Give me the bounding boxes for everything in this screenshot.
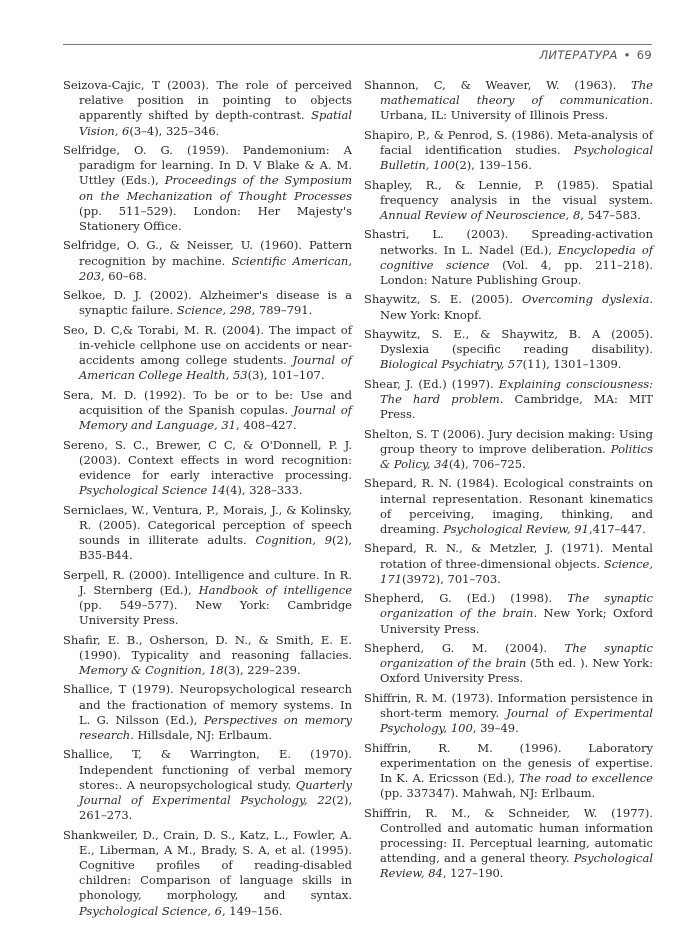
- reference-text: Sereno, S. C., Brewer, C C, & O'Donnell, P. J. (2003). Context effects in word recognition: evidence for early interactive processing.: [63, 437, 352, 482]
- references-left-column: [63, 78, 352, 923]
- reference-entry: [364, 591, 653, 637]
- reference-text: Shepherd, G. M. (2004).: [364, 640, 565, 655]
- reference-entry: [364, 227, 653, 288]
- page-number: 69: [636, 48, 652, 62]
- reference-text: Shaywitz, S. E., & Shaywitz, B. A (2005). Dyslexia (specific reading disability).: [364, 326, 653, 357]
- reference-italic: The road to excellence: [519, 770, 653, 785]
- reference-entry: [364, 178, 653, 224]
- header-text: [539, 48, 652, 62]
- reference-tail: (5th ed. ). New York: Oxford University Press.: [380, 656, 653, 686]
- reference-text: Selfridge, O. G., & Neisser, U. (1960). Pattern recognition by machine.: [63, 238, 352, 268]
- reference-entry: [63, 143, 352, 234]
- reference-text: Shaywitz, S. E. (2005).: [364, 292, 523, 307]
- reference-text: Shallice, T (1979). Neuropsychological research and the fractionation of memory systems. In L. G. Nilsson (Ed.),: [63, 682, 352, 727]
- reference-italic: Journal of Memory and Language, 31: [79, 403, 352, 433]
- reference-italic: Psychological Science 14: [79, 483, 226, 498]
- reference-entry: [364, 641, 653, 687]
- references-right-column: [364, 78, 653, 886]
- reference-text: Shannon, C, & Weaver, W. (1963).: [364, 78, 632, 92]
- reference-italic: Spatial Vision, 6: [79, 108, 352, 138]
- header-rule: [63, 44, 652, 45]
- reference-tail: (3972), 701–703.: [401, 571, 501, 586]
- reference-tail: , 127–190.: [442, 866, 504, 881]
- reference-tail: , 149–156.: [221, 903, 283, 918]
- reference-italic: Overcoming dyslexia: [522, 292, 650, 307]
- reference-italic: Quarterly Journal of Experimental Psychology, 22: [79, 777, 352, 807]
- reference-entry: [63, 568, 352, 629]
- reference-text: Shepherd, G. (Ed.) (1998).: [364, 591, 568, 606]
- reference-tail: (2), B35-B44.: [79, 533, 352, 563]
- reference-entry: [364, 741, 653, 802]
- reference-tail: . Urbana, IL: University of Illinois Press.: [380, 93, 653, 123]
- reference-tail: ,417–447.: [588, 521, 646, 536]
- reference-italic: Cognition, 9: [255, 533, 333, 547]
- reference-text: Shear, J. (Ed.) (1997).: [364, 376, 499, 391]
- reference-entry: [364, 292, 653, 322]
- reference-text: Shapley, R., & Lennie, P. (1985). Spatial frequency analysis in the visual system.: [364, 177, 653, 207]
- reference-entry: [364, 327, 653, 373]
- reference-italic: Psychological Science, 6: [79, 903, 222, 918]
- reference-tail: (pp. 511–529). London: Her Majesty's Stationery Office.: [79, 203, 352, 234]
- reference-tail: (3), 101–107.: [247, 368, 325, 383]
- reference-italic: Science, 171: [380, 556, 653, 586]
- reference-entry: [364, 541, 653, 587]
- reference-entry: [63, 633, 352, 679]
- reference-text: Seo, D. C,& Torabi, M. R. (2004). The impact of in-vehicle cellphone use on accidents or near-accidents among college students.: [63, 322, 352, 368]
- reference-text: Shiffrin, R. M. (1996). Laboratory experimentation on the genesis of expertise. In K. A. Ericsson (Ed.),: [364, 740, 653, 785]
- reference-italic: Proceedings of the Symposium on the Mechanization of Thought Processes: [79, 173, 353, 203]
- reference-text: Shepard, R. N. (1984). Ecological constraints on internal representation. Resonant kinematics of perceiving, imaging, thinking, and dreaming.: [364, 476, 653, 536]
- reference-text: Serpell, R. (2000). Intelligence and culture. In R. J. Sternberg (Ed.),: [63, 567, 352, 597]
- reference-text: Shiffrin, R. M., & Schneider, W. (1977). Controlled and automatic human information processing: II. Perceptual learning, automatic attending, and a general theory.: [364, 805, 653, 866]
- reference-italic: Psychological Bulletin, 100: [380, 143, 653, 173]
- reference-entry: [63, 438, 352, 499]
- reference-italic: Biological Psychiatry, 57: [380, 357, 523, 372]
- reference-italic: Scientific American, 203: [79, 253, 352, 283]
- reference-italic: Memory & Cognition, 18: [79, 663, 224, 677]
- reference-tail: . Cambridge, MA: MIT Press.: [380, 391, 653, 422]
- reference-tail: , 39–49.: [472, 721, 519, 736]
- reference-entry: [364, 691, 653, 737]
- reference-entry: [364, 427, 653, 473]
- reference-tail: (11), 1301–1309.: [522, 357, 622, 372]
- reference-italic: Psychological Review, 84: [380, 851, 653, 881]
- reference-tail: (pp. 549–577). New York: Cambridge University Press.: [79, 598, 352, 628]
- reference-italic: The synaptic organization of the brain: [380, 591, 654, 621]
- reference-tail: (Vol. 4, pp. 211–218). London: Nature Publishing Group.: [380, 257, 653, 287]
- reference-italic: Annual Review of Neuroscience, 8: [380, 208, 581, 222]
- reference-tail: . New York; Oxford University Press.: [380, 606, 653, 636]
- reference-tail: , 60–68.: [100, 268, 147, 283]
- reference-text: Serniclaes, W., Ventura, P., Morais, J., & Kolinsky, R. (2005). Categorical perception of speech sounds in illiterate adults.: [63, 502, 352, 547]
- reference-italic: Perspectives on memory research: [79, 712, 352, 742]
- reference-tail: (4), 328–333.: [225, 483, 303, 498]
- reference-tail: (3–4), 325–346.: [129, 123, 220, 138]
- reference-tail: , 789–791.: [251, 303, 313, 318]
- reference-tail: (4), 706–725.: [448, 456, 526, 471]
- reference-entry: [364, 377, 653, 423]
- reference-italic: Explaining consciousness: The hard problem: [380, 376, 653, 406]
- section-title: ЛИТЕРАТУРА: [539, 48, 618, 62]
- reference-text: Shiffrin, R. M. (1973). Information persistence in short-term memory.: [364, 690, 653, 720]
- reference-text: Shallice, T, & Warrington, E. (1970). Independent functioning of verbal memory stores:. A neuropsychological study.: [63, 747, 352, 792]
- reference-entry: [63, 828, 352, 919]
- reference-entry: [63, 682, 352, 743]
- reference-tail: , 408–427.: [235, 418, 297, 433]
- reference-entry: [63, 503, 352, 564]
- reference-tail: . Hillsdale, NJ: Erlbaum.: [130, 728, 272, 742]
- reference-tail: (3), 229–239.: [223, 663, 301, 677]
- reference-tail: , 547–583.: [580, 208, 641, 222]
- reference-entry: [63, 78, 352, 139]
- reference-text: Shankweiler, D., Crain, D. S., Katz, L., Fowler, A. E., Liberman, A M., Brady, S. A, et al. (1995). Cognitive profiles of reading-disabled children: Comparison of language skills in phonology, morphology, and syntax.: [63, 827, 352, 903]
- reference-text: Sera, M. D. (1992). To be or to be: Use and acquisition of the Spanish copulas.: [63, 387, 352, 417]
- reference-italic: Politics & Policy, 34: [380, 441, 653, 471]
- reference-entry: [364, 128, 653, 174]
- reference-italic: Encyclopedia of cognitive science: [380, 242, 653, 272]
- reference-italic: Psychological Review, 91: [443, 521, 589, 536]
- reference-text: Seizova-Cajic, T (2003). The role of perceived relative position in pointing to objects apparently shifted by depth-contrast.: [63, 78, 352, 123]
- reference-tail: (2), 261–273.: [79, 793, 352, 823]
- reference-entry: [63, 747, 352, 823]
- reference-italic: Handbook of intelligence: [198, 582, 353, 597]
- reference-entry: [364, 476, 653, 537]
- reference-text: Shastri, L. (2003). Spreading-activation networks. In L. Nadel (Ed.),: [364, 227, 653, 257]
- reference-text: Shepard, R. N., & Metzler, J. (1971). Mental rotation of three-dimensional objects.: [364, 541, 653, 571]
- reference-entry: [63, 288, 352, 318]
- reference-entry: [364, 78, 653, 124]
- reference-text: Shelton, S. T (2006). Jury decision making: Using group theory to improve deliberation.: [364, 426, 653, 456]
- reference-text: Shafir, E. B., Osherson, D. N., & Smith, E. E. (1990). Typicality and reasoning fallacies.: [63, 632, 352, 662]
- reference-italic: The mathematical theory of communication: [380, 78, 653, 108]
- reference-tail: (2), 139–156.: [455, 158, 532, 173]
- reference-text: Selfridge, O. G. (1959). Pandemonium: A paradigm for learning. In D. V Blake & A. M. Uttley (Eds.),: [63, 143, 352, 188]
- reference-tail: . New York: Knopf.: [380, 292, 653, 322]
- reference-entry: [364, 806, 653, 882]
- reference-entry: [63, 388, 352, 434]
- reference-italic: Journal of American College Health, 53: [79, 353, 353, 383]
- reference-tail: (pp. 337347). Mahwah, NJ: Erlbaum.: [380, 786, 596, 801]
- reference-italic: The synaptic organization of the brain: [380, 640, 653, 671]
- reference-entry: [63, 323, 352, 384]
- reference-text: Selkoe, D. J. (2002). Alzheimer's disease is a synaptic failure.: [63, 288, 352, 318]
- reference-italic: Science, 298: [176, 303, 252, 318]
- reference-entry: [63, 238, 352, 284]
- header-bullet: •: [623, 48, 631, 62]
- reference-italic: Journal of Experimental Psychology, 100: [380, 705, 653, 736]
- reference-text: Shapiro, P., & Penrod, S. (1986). Meta-analysis of facial identification studies.: [364, 127, 653, 157]
